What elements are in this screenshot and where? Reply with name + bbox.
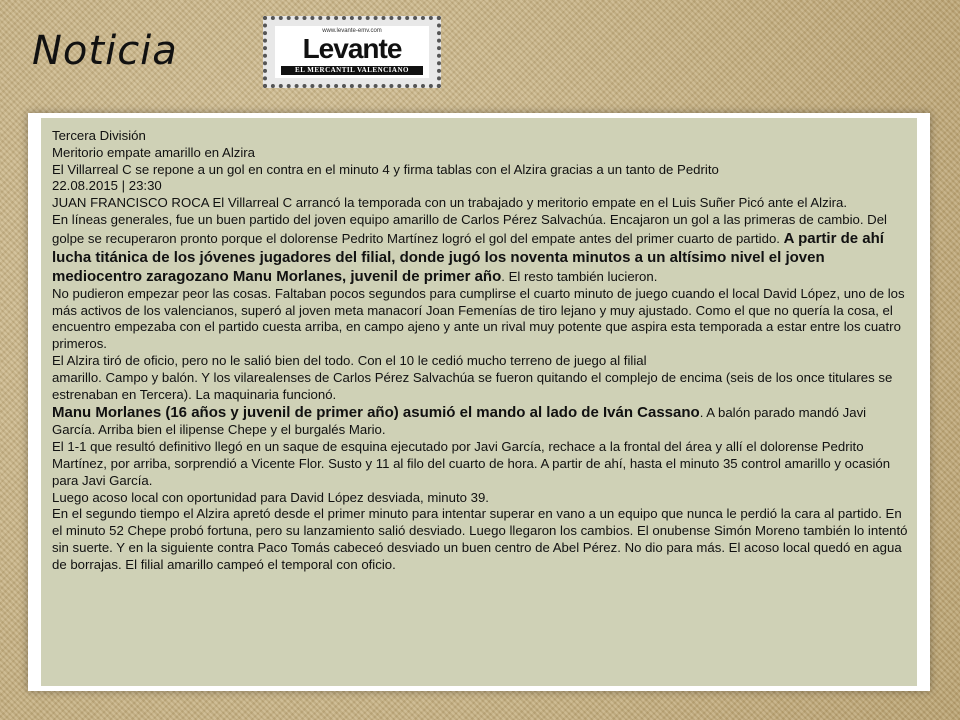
article-paragraph-8: Luego acoso local con oportunidad para David López desviada, minuto 39.: [52, 489, 489, 505]
article-paragraph-6: [52, 403, 912, 439]
article-paragraph-5: amarillo. Campo y balón. Y los vilarealenses de Carlos Pérez Salvachúa se fueron quitando el complejo de encima (seis de los once titulares se estrenaban en Tercera). La maquinaria funcionó.: [52, 369, 893, 402]
p2-text: En líneas generales, fue un buen partido del joven equipo amarillo de Carlos Pérez Salvachúa. Encajaron un gol a las primeras de cambio. Del golpe se recuperaron pronto porque el dolorense Pedrito Martínez logró el gol del empate antes del primer cuarto de partido.: [52, 211, 887, 246]
article-intro: JUAN FRANCISCO ROCA El Villarreal C arrancó la temporada con un trabajado y meritorio empate en el Luis Suñer Picó ante el Alzira.: [52, 195, 848, 211]
p6-text: . A balón parado mandó Javi García. Arriba bien el ilipense Chepe y el burgalés Mario.: [52, 405, 867, 438]
p2-highlight: A partir de ahí lucha titánica de los jóvenes jugadores del filial, donde jugó los noventa minutos a un altísimo nivel el joven mediocentro zaragozano Manu Morlanes, juvenil de primer año: [52, 229, 884, 285]
levante-logo: [263, 16, 441, 88]
p2-end: . El resto también lucieron.: [501, 268, 658, 284]
article-subtitle: El Villarreal C se repone a un gol en contra en el minuto 4 y firma tablas con el Alzira gracias a un tanto de Pedrito: [52, 161, 719, 177]
logo-name: Levante: [302, 33, 402, 64]
article-paragraph-7: El 1-1 que resultó definitivo llegó en un saque de esquina ejecutado por Javi García, rechace a la frontal del área y allí el dolorense Pedrito Martínez, por arriba, sorprendió a Vicente Flor. Susto y 11 al filo del cuarto de hora. A partir de ahí, hasta el minuto 35 control amarillo y ocasión para Javi García.: [52, 439, 891, 488]
logo-url: www.levante-emv.com: [322, 28, 382, 34]
logo-subtitle: EL MERCANTIL VALENCIANO: [281, 66, 423, 75]
article-date: 22.08.2015 | 23:30: [52, 178, 162, 194]
article-paragraph-3: No pudieron empezar peor las cosas. Faltaban pocos segundos para cumplirse el cuarto minuto de juego cuando el local David López, uno de los más activos de los valencianos, superó al joven meta manacorí Joan Femenías de tiro lejano y muy ajustado. Como el que no quería la cosa, el encuentro empezaba con el partido cuesta arriba, en campo ajeno y ante un rival muy potente que aspira esta temporada a estar entre los cuatro primeros.: [52, 285, 905, 352]
article-paragraph-4: El Alzira tiró de oficio, pero no le salió bien del todo. Con el 10 le cedió mucho terreno de juego al filial: [52, 352, 647, 368]
article-headline: Meritorio empate amarillo en Alzira: [52, 144, 256, 160]
logo-inner: [275, 26, 429, 78]
article-paragraph-9: En el segundo tiempo el Alzira apretó desde el primer minuto para intentar superar en vano a un equipo que nunca le perdió la cara al partido. En el minuto 52 Chepe probó fortuna, pero su lanzamiento salió desviado. Luego llegaron los cambios. El onubense Simón Moreno también lo intentó sin suerte. Y en la siguiente contra Paco Tomás cabeceó desviado un buen centro de Abel Pérez. No dio para más. El acoso local quedó en agua de borrajas. El filial amarillo campeó el temporal con oficio.: [52, 506, 908, 572]
article-paragraph-2: [52, 212, 912, 286]
article-panel: [28, 113, 930, 691]
article-panel-inner: [41, 118, 917, 686]
article-section: Tercera División: [52, 128, 146, 143]
slide-title: Noticia: [32, 28, 178, 74]
p6-highlight: Manu Morlanes (16 años y juvenil de primer año) asumió el mando al lado de Iván Cassano: [52, 404, 700, 422]
article-body: [52, 128, 912, 574]
